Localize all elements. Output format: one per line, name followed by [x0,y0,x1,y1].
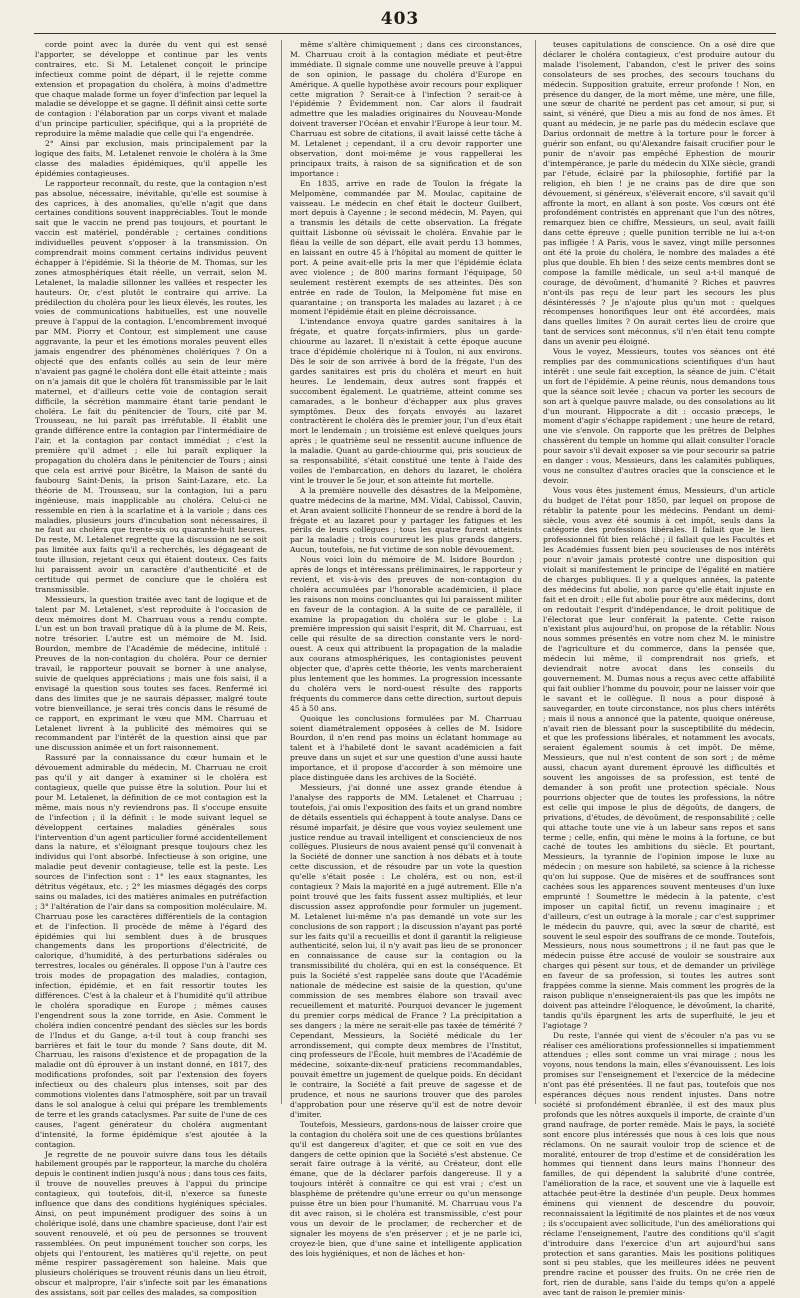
paragraph: A la première nouvelle des désastres de la Melpomène, quatre médecins de la marine, MM. Vidal, Cabissol, Cauvin, et Aran avaient sollicité l'honneur de se rendre à bord de la frégate et au lazaret pour y partager les fatigues et les périls de leurs collègues ; tous les quatre furent atteints par la maladie ; trois courureut les plus grands dangers. Aucun, toutefois, ne fut victime de son noble dévouement. [290,486,522,555]
paragraph: Je regrette de ne pouvoir suivre dans tous les détails habilement groupés par le rapporteur, la marche du choléra depuis le continent indien jusqu'à nous ; dans tous ces faits, il trouve de nouvelles preuves à l'appui du principe contagieux, qui toutefois, dit-il, n'exerce sa funeste influence que dans des conditions hygiéniques spéciales. Ainsi, on peut impunément prodiguer des soins à un cholérique isolé, dans une chambre spacieuse, dont l'air est souvent renouvelé, et où peu de personnes se trouvent rassemblées. On peut impunément toucher son corps, les objets qui l'entourent, les matières qu'il rejette, on peut même respirer passagèrement son haleine. Mais que plusieurs cholériques se trouvent réunis dans un lieu étroit, obscur et malpropre, l'air s'infecte soit par les émanations des assistans, soit par celles des malades, sa composition [35,1150,267,1298]
paragraph: même s'altère chimiquement ; dans ces circonstances, M. Charruau croit à la contagion médiate et peut-être immédiate. Il signale comme une nouvelle preuve à l'appui de son opinion, le passage du choléra d'Europe en Amérique. A quelle hypothèse avoir recours pour expliquer cette migration ? Serait-ce à l'infection ? serait-ce à l'épidémie ? Évidemment non. Car alors il faudrait admettre que les maladies originaires du Nouveau-Monde doivent traverser l'Océan et envahir l'Europe à leur tour. M. Charruau est sobre de citations, il avait laissé cette tâche à M. Letalenet ; cependant, il a cru devoir rapporter une observation, dont moi-même je vous rappellerai les principaux traits, à raison de sa signification et de son importance : [290,40,522,179]
column-divider [535,40,536,1104]
column-divider [281,40,282,1104]
text-column-1 [35,40,267,1104]
text-column-2 [290,40,522,1104]
paragraph: Toutefois, Messieurs, gardons-nous de laisser croire que la contagion du choléra soit une de ces questions brûlantes qu'il est dangereux d'agiter, et que ce soit en vue des dangers de cette opinion que la Société s'est abstenue. Ce serait faire outrage à la vérité, au Créateur, dont elle émane, que de la déclarer parfois dangereuse. Il y a toujours intérêt à connaître ce qui est vrai ; c'est un blasphème de prétendre qu'une erreur ou qu'un mensonge puisse être un bien pour l'humanité. M. Charruau vous l'a dit avec raison, si le choléra est transmissible, c'est pour vous un devoir de le proclamer, de rechercher et de signaler les moyens de s'en préserver ; et je ne parle ici, croyez-le bien, que d'une saine et intelligente application des lois hygiéniques, et non de lâches et hon- [290,1120,522,1259]
paragraph: Vous vous êtes justement émus, Messieurs, d'un article du budget de l'état pour 1850, par lequel on propose de rétablir la patente pour les médecins. Pendant un demi-siècle, vous avez été soumis à cet impôt, seuls dans la catégorie des professions libérales. Il fallait que le lien professionnel fût bien relâché ; il fallait que les Facultés et les Académies fussent bien peu soucieuses de nos intérêts pour n'avoir jamais protesté contre une disposition qui violait si manifestement le principe de l'égalité en matière de charges publiques. Il y a quelques années, la patente des médecins fut abolie, non parce qu'elle était injuste en fait et en droit ; elle fut abolie pour être aux médecins, dont on redoutait l'esprit d'indépendance, le droit politique de l'électorat que leur conférait la patente. Cette raison n'existant plus aujourd'hui, on propose de la rétablir. Nous nous sommes présentés en votre nom chez M. le ministre de l'agriculture et du commerce, dans la pensée que, médecin lui même, il comprendrait nos griefs, et deviendrait notre avocat dans les conseils du gouvernement. M. Dumas nous a reçus avec cette affabilité qui fait oublier l'homme du pouvoir, pour ne laisser voir que le savant et le collègue. Il nous a pour disposé à sauvegarder, en toute circonstance, nos plus chers intérêts ; mais il nous a annoncé que la patente, quoique onéreuse, n'avait rien de blessant pour la susceptibilité du médecin, et que les professions libérales, et notamment les avocats, seraient également soumis à cet impôt. De même, Messieurs, que nul n'est content de son sort ; de même aussi, chacun ayant durement éprouvé les difficultés et souvent les angoisses de sa profession, est tenté de demander à son profit une protection spéciale. Nous pourrions objecter que de toutes les professions, la nôtre est celle qui impose le plus de dégoûts, de dangers, de privations, d'études, de dévoûment, de responsabilité ; celle qui attache toute une vie à un labeur sans repos et sans terme ; celle, enfin, qui mène le moins à la fortune, ce but caché de toutes les ambitions du siècle. Et pourtant, Messieurs, la tyrannie de l'opinion impose le luxe au médecin ; on mesure son habileté, sa science à la richesse qu'on lui suppose. Que de misères et de souffrances sont cachées sous les apparences souvent menteuses d'un luxe emprunté ! Soumettre le médecin à la patente, c'est imposer un capital fictif, un revenu imaginaire ; et d'ailleurs, c'est un outrage à la morale ; car c'est supprimer le médecin du pauvre, qui, avec la sœur de charité, est souvent le seul espoir des souffrans de ce monde. Toutefois, Messieurs, nous nous soumettrons ; il ne faut pas que le médecin puisse être accusé de vouloir se soustraire aux charges qui pèsent sur tous, et de demander un privilège en faveur de sa profession, si toutes les autres sont frappées comme la sienne. Mais comment les progrès de la raison publique n'enseigneraient-ils pas que les impôts ne doivent pas atteindre l'éloquence, le dévoûment, la charité, tandis qu'ils épargnent les arts de superfluité, le jeu et l'agiotage ? [543,486,775,1031]
paragraph: En 1835, arrive en rade de Toulon la frégate la Melpomène, commandée par M. Moulac, capitaine de vaisseau. Le médecin en chef était le docteur Guilbert, mort depuis à Cayenne ; le second médecin, M. Payen, qui a transmis les détails de cette observation. La frégate quittait Lisbonne où sévissait le choléra. Envahie par le fléau la veille de son départ, elle avait perdu 13 hommes, en laissant en outre 45 à l'hôpital au moment de quitter le port. A peine avait-elle pris la mer que l'épidémie éclata avec violence ; de 800 marins formant l'équipage, 50 seulement restèrent exempts de ses atteintes. Dès son entrée en rade de Toulon, la Melpomène fut mise en quarantaine ; on transporta les malades au lazaret ; à ce moment l'épidémie était en pleine décroissance. [290,179,522,318]
paragraph: L'intendance envoya quatre gardes sanitaires à la frégate, et quatre forçats-infirmiers, plus un garde-chiourme au lazaret. Il n'existait à cette époque aucune trace d'épidémie cholérique ni à Toulon, ni aux environs. Dès le soir de son arrivée à bord de la frégate, l'un des gardes sanitaires est pris du choléra et meurt en huit heures. Le lendemain, deux autres sont frappés et succombent également. Le quatrième, atteint comme ses camarades, a le bonheur d'échapper aux plus graves symptômes. Deux des forçats envoyés au lazaret contractèrent le choléra dès le premier jour, l'un d'eux était mort le lendemain ; un troisième est enlevé quelques jours après ; le quatrième seul ne ressentit aucune influence de la maladie. Quant au garde-chiourme qui, pris soucieux de sa responsabilité, s'était constitué une tente à l'aide des voiles de l'embarcation, en dehors du lazaret, le choléra vint le trouver le 5e jour, et son atteinte fut mortelle. [290,317,522,485]
paragraph: 2° Ainsi par exclusion, mais principalement par la logique des faits, M. Letalenet renvoie le choléra à la 3me classe des maladies épidémiques, qu'il appelle les épidémies contagieuses. [35,139,267,179]
paragraph: Du reste, l'année qui vient de s'écouler n'a pas vu se réaliser ces améliorations professionnelles si impatiemment attendues ; elles sont comme un vrai mirage ; nous les voyons, nous tendons la main, elles s'évanouissent. Les lois promises sur l'enseignement et l'exercice de la médecine n'ont pas été présentées. Il ne faut pas, toutefois que nos espérances déçues nous rendent injustes. Dans notre société si profondément ébranlée, il est des maux plus profonds que les nôtres auxquels il importe, de crainte d'un grand naufrage, de porter remède. Mais le pays, la société sont encore plus intéressés que nous à ces lois que nous réclamons. On ne saurait vouloir trop de science et de moralité, entourer de trop d'estime et de considération les hommes qui tiennent dans leurs mains l'honneur des familles, de qui dépendent la salubrité d'une contrée, l'amélioration de la race, et souvent une vie à laquelle est attachée peut-être la destinée d'un peuple. Deux hommes éminens qui viennent de descendre du pouvoir, reconnaissaient la légitimité de nos plaintes et de nos vœux ; ils s'occupaient avec sollicitude, l'un des améliorations qui réclame l'enseignement, l'autre des conditions qu'il s'agit d'introduire dans l'exercice d'un art aujourd'hui sans protection et sans garanties. Mais les positions politiques sont si peu stables, que les meilleures idées ne peuvent prendre racine et pousser des fruits. On ne crée rien de fort, rien de durable, sans l'aide du temps qu'on a appelé avec tant de raison le premier minis- [543,1031,775,1298]
paragraph: Messieurs, j'ai donné une assez grande étendue à l'analyse des rapports de MM. Letalenet et Charruau ; toutefois, j'ai omis l'exposition des faits et un grand nombre de détails essentiels qui échappent à toute analyse. Dans ce résumé imparfait, je désire que vous voyiez seulement une justice rendue au travail intelligent et consciencieux de nos collègues. Plusieurs de nous avaient pensé qu'il convenait à la Société de donner une sanction à nos débats et à toute cette discussion, et de résoudre par un vote la question qu'elle s'était posée : Le choléra, est ou non, est-il contagieux ? Mais la majorité en a jugé autrement. Elle n'a point trouvé que les faits fussent assez multipliés, et leur discussion assez approfondie pour formuler un jugement. M. Letalenet lui-même n'a pas demandé un vote sur les conclusions de son rapport ; la discussion n'ayant pas porté sur les faits qu'il a recueillis et dont il garantit la religieuse authenticité, selon lui, il n'y avait pas lieu de se prononcer en connaissance de cause sur la contagion ou la transmissibilité du choléra, qui en est la conséquence. Et puis la Société s'est rappelée sans doute que l'Académie nationale de médecine est saisie de la question, qu'une commission de ses membres élabore son travail avec recueillement et maturité. Pourquoi devancer le jugement du premier corps médical de France ? La précipitation a ses dangers ; la mère ne serait-elle pas taxée de témérité ? Cependant, Messieurs, la Société médicale du 1er arrondissement, qui compte deux membres de l'Institut, cinq professeurs de l'École, huit membres de l'Académie de médecine, soixante-dix-neuf praticiens recommandables, pouvait émettre un jugement de quelque poids. En décidant le contraire, la Société a fait preuve de sagesse et de prudence, et nous ne saurions trouver que des paroles d'approbation pour une réserve qu'il est de notre devoir d'imiter. [290,783,522,1120]
paragraph: Messieurs, la question traitée avec tant de logique et de talent par M. Letalenet, s'est reproduite à l'occasion de deux mémoires dont M. Charruau vous a rendu compte. L'un est un bon travail pratique dû à la plume de M. Reis, notre trésorier. L'autre est un mémoire de M. Isid. Bourdon, membre de l'Académie de médecine, intitulé : Preuves de la non-contagion du choléra. Pour ce dernier travail, le rapporteur pouvait se borner à une analyse, suivie de quelques appréciations ; mais une fois saisi, il a envisagé la question sous toutes ses faces. Renfermé ici dans des limites que je ne saurais dépasser, malgré toute votre bienveillance, je serai très concis dans le résumé de ce rapport, en exprimant le vœu que MM. Charruau et Letalenet livrent à la publicité des mémoires qui se recommandent par l'intérêt de la question ainsi que par une discussion animée et un fort raisonnement. [35,595,267,754]
paragraph: Vous le voyez, Messieurs, toutes vos séances ont été remplies par des communications scientifiques d'un haut intérêt : une seule fait exception, la séance de juin. C'était un fort de l'épidémie. A peine réunis, nous demandons tous que la séance soit levée ; chacun va porter les secours de son art à quelque pauvre malade, ou des consolations au lit d'un mourant. Hippocrate a dit : occasio præceps, le moment d'agir s'échappe rapidement ; une heure de retard, une vie s'envole. On rapporte que les prêtres de Delphes chassèrent du temple un homme qui allait consulter l'oracle pour savoir s'il devait exposer sa vie pour secourir sa patrie en danger : vous, Messieurs, dans les calamités publiques, vous ne consultez d'autres oracles que la conscience et le devoir. [543,347,775,486]
header-rule [34,33,776,34]
paragraph: Rassuré par la connaissance du cœur humain et le dévouement admirable du médecin, M. Charruau ne croit pas qu'il y ait danger à examiner si le choléra est contagieux, quelle que puisse être la solution. Pour lui et pour M. Letalenet, la définition de ce mot contagion est la même, mais nous n'y reviendrons pas. Il s'occupe ensuite de l'infection ; il la définit : le mode suivant lequel se développent certaines maladies générales sous l'intervention d'un agent particulier formé accidentellement dans la nature, et s'éloignant presque toujours chez les individus qui l'ont absorbé. Infectieuse à son origine, une maladie peut devenir contagieuse, telle est la peste. Les sources de l'infection sont : 1° les eaux stagnantes, les détritus végétaux, etc. ; 2° les miasmes dégagés des corps sains ou malades, ici des matières animales en putréfaction ; 3° l'altération de l'air dans sa composition moléculaire. M. Charruau pose les caractères différentiels de la contagion et de l'infection. Il procède de même à l'égard des épidémies qui lui semblent dues à de brusques changements dans les proportions d'électricité, de calorique, d'humidité, à des perturbations sidérales ou terrestres, locales ou générales. Il oppose l'un à l'autre ces trois modes de propagation des maladies, contagion, infection, épidémie, et en fait ressortir toutes les différences. C'est à la chaleur et à l'humidité qu'il attribue le choléra sporadique en Europe ; mêmes causes l'engendrent sous la zone torride, en Asie. Comment le choléra indien concentré pendant des siècles sur les bords de l'Indus et du Gange, a-t-il tout à coup franchi ses barrières et fait le tour du monde ? Sans doute, dit M. Charruau, les raisons d'existence et de propagation de la maladie ont dû éprouver à un instant donné, en 1817, des modifications profondes, soit par l'extension des foyers infectieux ou des chaleurs plus intenses, soit par des commotions violentes dans l'atmosphère, soit par un travail dans le sol analogue à celui qui prépare les tremblements de terre et les grands cataclysmes. Par suite de l'une de ces causes, l'agent générateur du choléra augmentant d'intensité, la forme épidémique s'est ajoutée à la contagion. [35,753,267,1149]
paragraph: Nous voici loin du mémoire de M. Isidore Bourdon ; après de longs et intéressans préliminaires, le rapporteur y revient, et vis-à-vis des preuves de non-contagion du choléra accumulées par l'honorable académicien, il place les raisons non moins concluantes qui lui paraissent militer en faveur de la contagion. A la suite de ce parallèle, il examine la propagation du choléra sur le globe : La première impression qui saisit l'esprit, dit M. Charruau, est celle qui résulte de sa direction constante vers le nord-ouest. A ceux qui attribuent la propagation de la maladie aux courans atmosphériques, les contagionistes peuvent objecter que, d'après cette théorie, les vents marcheraient plus lentement que les hommes. La progression incessante du choléra vers le nord-ouest résulte des rapports fréquents du commerce dans cette direction, surtout depuis 45 à 50 ans. [290,555,522,714]
text-column-3 [543,40,775,1104]
paragraph: teuses capitulations de conscience. On a osé dire que déclarer le choléra contagieux, c'est produire autour du malade l'isolement, l'abandon, c'est le priver des soins consolateurs de ses proches, des secours touchans du médecin. Supposition gratuite, erreur profonde ! Non, en présence du danger, de la mort même, une mère, une fille, une sœur de charité ne perdent pas cet amour, si pur, si saint, si vénéré, que Dieu a mis au fond de nos âmes. Et quant au médecin, je ne parle pas du médecin esclave que Darius ordonnait de mettre à la torture pour le forcer à guérir son enfant, ou qu'Alexandre faisait crucifier pour le punir de n'avoir pas empêché Ephestion de mourir d'intempérance, je parle du médecin du XIXe siècle, grandi par l'étude, éclairé par la philosophie, fortifié par la religion, eh bien ! je ne crains pas de dire que son dévouement, si généreux, s'élèverait encore, s'il savait qu'il affronte la mort, en allant à son poste. Vos cœurs ont été profondément contristés en apprenant que l'un des nôtres, remarquez bien ce chiffre, Messieurs, un seul, avait failli dans cette épreuve ; quelle punition terrible ne lui a-t-on pas infligée ! A Paris, vous le savez, vingt mille personnes ont été la proie du choléra, le nombre des malades a été plus que double. Eh bien ! des seize cents membres dont se compose la famille médicale, un seul a-t-il manqué de courage, de dévoûment, d'humanité ? Riches et pauvres n'ont-ils pas reçu de leur part les secours les plus désintéressés ? Je n'ajoute plus qu'un mot : quelques récompenses honorifiques leur ont été accordées, mais dans quelles limites ? On aurait certes lieu de croire que tant de services sont méconnus, s'il n'en était tenu compte dans un avenir peu éloigné. [543,40,775,347]
paragraph: Le rapporteur reconnaît, du reste, que la contagion n'est pas absolue, nécessaire, inévitable, qu'elle est soumise à des caprices, à des anomalies, qu'elle n'agit que dans certaines conditions souvent inappréciables. Tout le monde sait que le vaccin ne prend pas toujours, et pourtant le vaccin est matériel, pondérable ; certaines conditions individuelles peuvent s'opposer à la transmission. On comprendrait moins comment certains individus peuvent échapper à l'épidémie. Si la théorie de M. Thomas, sur les zones atmosphériques était réelle, un verrait, selon M. Letalenet, la maladie sillonner les vallées et respecter les hauteurs. Or, c'est plutôt le contraire qui arrive. La prédilection du choléra pour les lieux élevés, les routes, les voies de communications habituelles, est une nouvelle preuve à l'appui de la contagion. L'encombrement invoqué par MM. Piorry et Contour, est simplement une cause aggravante, la peur et les émotions morales peuvent elles jamais engendrer des phénomènes cholériques ? On a objecté que des enfants collés au sein de leur mère n'avaient pas gagné le choléra dont elle était atteinte ; mais on n'a jamais dit que le choléra fût transmissible par le lait maternel, et d'ailleurs cette voie de contagion serait difficile, la sécrétion mammaire étant tarie pendant le choléra. Le fait du pénitencier de Tours, cité par M. Trousseau, ne lui paraît pas irréfutable. Il établit une grande différence entre la contagion par l'intermédiaire de l'air, et la contagion par contact immédiat ; c'est la première qu'il admet ; elle lui paraît expliquer la propagation du choléra dans le pénitencier de Tours ; ainsi que cela est arrivé pour Bicêtre, la Maison de santé du faubourg Saint-Denis, la prison Saint-Lazare, etc. La théorie de M. Trousseau, sur la contagion, lui a paru ingénieuse, mais inapplicable au choléra. Celui-ci ne ressemble en rien à la scarlatine et à la variole ; dans ces maladies, plusieurs jours d'incubation sont nécessaires, il ne faut au choléra que trente-six ou quarante-huit heures. Du reste, M. Letalenet regrette que la discussion ne se soit pas limitée aux faits qu'il a recherchés, les dégageant de toute illusion, rejetant ceux qui étaient douteux. Ces faits lui paraissent avoir un caractère d'authenticité et de certitude qui permet de conclure que le choléra est transmissible. [35,179,267,595]
paragraph: Quoique les conclusions formulées par M. Charruau soient diamétralement opposées à celles de M. Isidore Bourdon, il n'en rend pas moins un éclatant hommage au talent et à l'habileté dont le savant académicien a fait preuve dans un sujet et sur une question d'une aussi haute importance, et il propose d'accorder à son mémoire une place distinguée dans les archives de la Société. [290,714,522,783]
paragraph: corde point avec la durée du vent qui est sensé l'apporter, se développe et continue par les vents contraires, etc. Si M. Letalenet conçoit le principe infectieux comme point de départ, il le rejette comme extension et propagation du choléra, à moins d'admettre que chaque malade forme un foyer d'infection par lequel la maladie se développe et se gagne. Il définit ainsi cette sorte de contagion : l'élaboration par un corps vivant et malade d'un principe particulier, spécifique, qui a la propriété de reproduire la même maladie que celle qui l'a engendrée. [35,40,267,139]
page-number: 403 [0,9,800,29]
